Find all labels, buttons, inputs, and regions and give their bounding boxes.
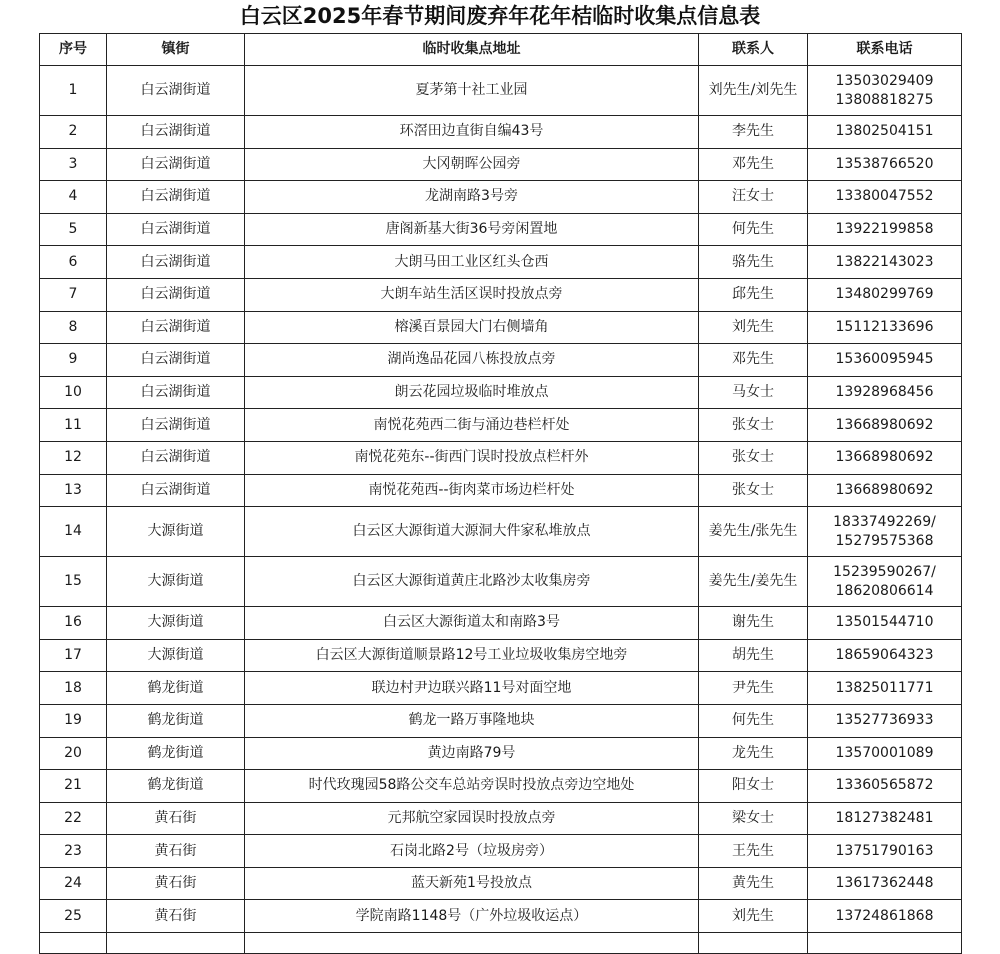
cell-contact: 汪女士 — [699, 181, 808, 214]
cell-contact: 张女士 — [699, 409, 808, 442]
cell-index: 4 — [40, 181, 107, 214]
cell-contact: 李先生 — [699, 116, 808, 149]
table-row — [40, 181, 962, 214]
table-row — [40, 278, 962, 311]
cell-phone: 13724861868 — [808, 900, 962, 933]
cell-street: 白云湖街道 — [107, 116, 245, 149]
cell-contact: 刘先生 — [699, 311, 808, 344]
cell-contact: 尹先生 — [699, 672, 808, 705]
cell-phone: 13668980692 — [808, 441, 962, 474]
table-row — [40, 507, 962, 557]
cell-phone: 13480299769 — [808, 278, 962, 311]
cell-phone: 18337492269/ 15279575368 — [808, 507, 962, 557]
table-row — [40, 344, 962, 377]
cell-empty — [808, 933, 962, 954]
cell-contact: 邱先生 — [699, 278, 808, 311]
cell-address: 大朗车站生活区误时投放点旁 — [245, 278, 699, 311]
cell-contact: 阳女士 — [699, 770, 808, 803]
table-row — [40, 639, 962, 672]
cell-phone: 13570001089 — [808, 737, 962, 770]
cell-address: 环滘田边直街自编43号 — [245, 116, 699, 149]
cell-index: 6 — [40, 246, 107, 279]
cell-empty — [699, 933, 808, 954]
cell-address: 龙湖南路3号旁 — [245, 181, 699, 214]
cell-street: 白云湖街道 — [107, 311, 245, 344]
cell-street: 白云湖街道 — [107, 246, 245, 279]
cell-address: 白云区大源街道黄庄北路沙太收集房旁 — [245, 557, 699, 607]
cell-phone: 13503029409 13808818275 — [808, 66, 962, 116]
cell-contact: 龙先生 — [699, 737, 808, 770]
cell-street: 白云湖街道 — [107, 344, 245, 377]
table-row — [40, 311, 962, 344]
cell-phone: 13922199858 — [808, 213, 962, 246]
cell-contact: 张女士 — [699, 441, 808, 474]
cell-index: 8 — [40, 311, 107, 344]
table-row — [40, 737, 962, 770]
cell-address: 黄边南路79号 — [245, 737, 699, 770]
table-body — [40, 66, 962, 954]
cell-empty — [107, 933, 245, 954]
header-contact: 联系人 — [699, 34, 808, 66]
cell-contact: 何先生 — [699, 213, 808, 246]
cell-contact: 姜先生/姜先生 — [699, 557, 808, 607]
cell-phone: 13751790163 — [808, 835, 962, 868]
table-row — [40, 116, 962, 149]
cell-address: 唐阁新基大街36号旁闲置地 — [245, 213, 699, 246]
cell-contact: 黄先生 — [699, 867, 808, 900]
cell-address: 蓝天新苑1号投放点 — [245, 867, 699, 900]
cell-index: 10 — [40, 376, 107, 409]
table-row — [40, 441, 962, 474]
table-row — [40, 770, 962, 803]
cell-street: 黄石街 — [107, 900, 245, 933]
cell-phone: 13825011771 — [808, 672, 962, 705]
table-header-row — [40, 34, 962, 66]
cell-contact: 张女士 — [699, 474, 808, 507]
cell-contact: 马女士 — [699, 376, 808, 409]
cell-empty — [245, 933, 699, 954]
cell-phone: 13822143023 — [808, 246, 962, 279]
cell-street: 白云湖街道 — [107, 278, 245, 311]
table-row — [40, 802, 962, 835]
table-row — [40, 213, 962, 246]
cell-street: 鹤龙街道 — [107, 770, 245, 803]
cell-street: 黄石街 — [107, 835, 245, 868]
cell-contact: 骆先生 — [699, 246, 808, 279]
cell-phone: 13538766520 — [808, 148, 962, 181]
table-row — [40, 867, 962, 900]
header-address: 临时收集点地址 — [245, 34, 699, 66]
cell-contact: 王先生 — [699, 835, 808, 868]
cell-phone: 13668980692 — [808, 409, 962, 442]
cell-street: 白云湖街道 — [107, 148, 245, 181]
cell-phone: 13360565872 — [808, 770, 962, 803]
cell-index: 15 — [40, 557, 107, 607]
cell-address: 石岗北路2号（垃圾房旁） — [245, 835, 699, 868]
cell-street: 大源街道 — [107, 639, 245, 672]
cell-phone: 13380047552 — [808, 181, 962, 214]
cell-address: 时代玫瑰园58路公交车总站旁误时投放点旁边空地处 — [245, 770, 699, 803]
table-row — [40, 376, 962, 409]
cell-street: 白云湖街道 — [107, 181, 245, 214]
cell-index: 18 — [40, 672, 107, 705]
cell-street: 黄石街 — [107, 867, 245, 900]
cell-phone: 13928968456 — [808, 376, 962, 409]
table-row — [40, 835, 962, 868]
cell-contact: 梁女士 — [699, 802, 808, 835]
cell-street: 白云湖街道 — [107, 376, 245, 409]
cell-street: 鹤龙街道 — [107, 704, 245, 737]
cell-address: 大冈朝晖公园旁 — [245, 148, 699, 181]
cell-index: 3 — [40, 148, 107, 181]
cell-index: 17 — [40, 639, 107, 672]
cell-address: 元邦航空家园误时投放点旁 — [245, 802, 699, 835]
cell-address: 学院南路1148号（广外垃圾收运点） — [245, 900, 699, 933]
cell-street: 白云湖街道 — [107, 409, 245, 442]
cell-address: 联边村尹边联兴路11号对面空地 — [245, 672, 699, 705]
cell-phone: 18127382481 — [808, 802, 962, 835]
cell-index: 20 — [40, 737, 107, 770]
table-row — [40, 704, 962, 737]
cell-street: 鹤龙街道 — [107, 737, 245, 770]
cell-address: 白云区大源街道太和南路3号 — [245, 607, 699, 640]
cell-street: 白云湖街道 — [107, 441, 245, 474]
cell-index: 9 — [40, 344, 107, 377]
cell-phone: 13668980692 — [808, 474, 962, 507]
collection-points-table — [39, 33, 962, 954]
cell-street: 大源街道 — [107, 557, 245, 607]
cell-index: 24 — [40, 867, 107, 900]
cell-address: 白云区大源街道顺景路12号工业垃圾收集房空地旁 — [245, 639, 699, 672]
cell-index: 19 — [40, 704, 107, 737]
cell-index: 12 — [40, 441, 107, 474]
cell-contact: 胡先生 — [699, 639, 808, 672]
cell-phone: 13802504151 — [808, 116, 962, 149]
header-street: 镇街 — [107, 34, 245, 66]
cell-index: 1 — [40, 66, 107, 116]
cell-phone: 15239590267/ 18620806614 — [808, 557, 962, 607]
table-row-partial — [40, 933, 962, 954]
cell-index: 22 — [40, 802, 107, 835]
table-row — [40, 607, 962, 640]
cell-address: 南悦花苑西二街与涌边巷栏杆处 — [245, 409, 699, 442]
table-row — [40, 148, 962, 181]
cell-index: 25 — [40, 900, 107, 933]
cell-street: 白云湖街道 — [107, 213, 245, 246]
header-index: 序号 — [40, 34, 107, 66]
cell-phone: 15112133696 — [808, 311, 962, 344]
cell-index: 5 — [40, 213, 107, 246]
table-row — [40, 557, 962, 607]
cell-address: 鹤龙一路万事隆地块 — [245, 704, 699, 737]
cell-phone: 13501544710 — [808, 607, 962, 640]
cell-street: 白云湖街道 — [107, 474, 245, 507]
cell-phone: 13617362448 — [808, 867, 962, 900]
cell-contact: 谢先生 — [699, 607, 808, 640]
cell-index: 7 — [40, 278, 107, 311]
cell-street: 大源街道 — [107, 507, 245, 557]
cell-street: 白云湖街道 — [107, 66, 245, 116]
cell-index: 21 — [40, 770, 107, 803]
table-row — [40, 409, 962, 442]
cell-street: 大源街道 — [107, 607, 245, 640]
cell-index: 13 — [40, 474, 107, 507]
table-row — [40, 900, 962, 933]
cell-street: 鹤龙街道 — [107, 672, 245, 705]
cell-address: 南悦花苑东--街西门误时投放点栏杆外 — [245, 441, 699, 474]
page-title: 白云区2025年春节期间废弃年花年桔临时收集点信息表 — [239, 4, 761, 28]
cell-contact: 刘先生 — [699, 900, 808, 933]
table-row — [40, 474, 962, 507]
header-phone: 联系电话 — [808, 34, 962, 66]
cell-index: 23 — [40, 835, 107, 868]
cell-index: 14 — [40, 507, 107, 557]
table-row — [40, 246, 962, 279]
table-row — [40, 672, 962, 705]
cell-contact: 姜先生/张先生 — [699, 507, 808, 557]
cell-contact: 邓先生 — [699, 344, 808, 377]
cell-address: 南悦花苑西--街肉菜市场边栏杆处 — [245, 474, 699, 507]
cell-address: 榕溪百景园大门右侧墙角 — [245, 311, 699, 344]
cell-street: 黄石街 — [107, 802, 245, 835]
cell-empty — [40, 933, 107, 954]
cell-address: 湖尚逸品花园八栋投放点旁 — [245, 344, 699, 377]
cell-index: 16 — [40, 607, 107, 640]
cell-contact: 刘先生/刘先生 — [699, 66, 808, 116]
cell-address: 大朗马田工业区红头仓西 — [245, 246, 699, 279]
cell-phone: 15360095945 — [808, 344, 962, 377]
table-row — [40, 66, 962, 116]
cell-index: 2 — [40, 116, 107, 149]
cell-address: 朗云花园垃圾临时堆放点 — [245, 376, 699, 409]
cell-contact: 何先生 — [699, 704, 808, 737]
cell-phone: 18659064323 — [808, 639, 962, 672]
cell-address: 白云区大源街道大源洞大件家私堆放点 — [245, 507, 699, 557]
cell-address: 夏茅第十社工业园 — [245, 66, 699, 116]
cell-contact: 邓先生 — [699, 148, 808, 181]
cell-index: 11 — [40, 409, 107, 442]
cell-phone: 13527736933 — [808, 704, 962, 737]
